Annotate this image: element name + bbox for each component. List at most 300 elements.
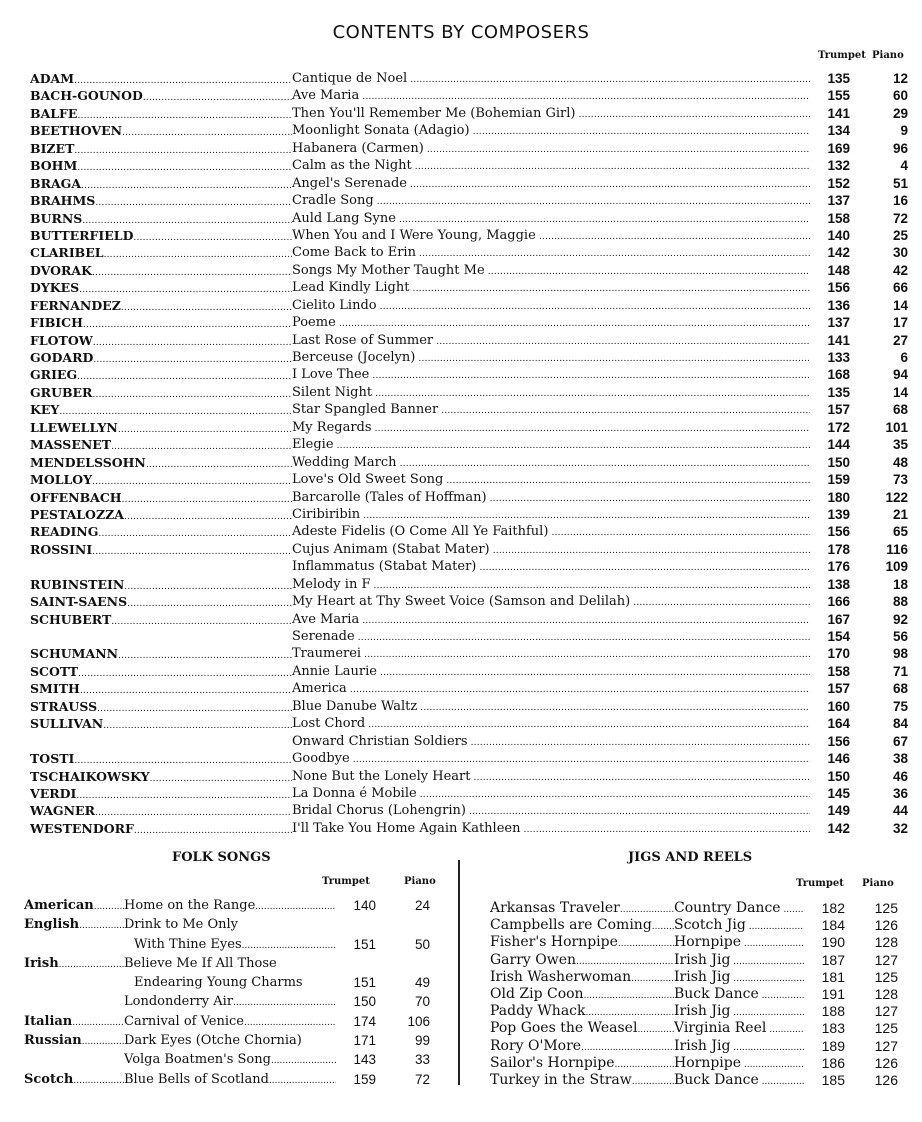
song-title: Onward Christian Soldiers ..... (292, 733, 810, 752)
composer-name: DYKES ..... (30, 279, 292, 299)
trumpet-page: 158 (827, 663, 850, 679)
jigs-and-reels-title: JIGS AND REELS (628, 850, 753, 865)
jig-type: Virginia Reel ..... (674, 1020, 804, 1039)
trumpet-page: 145 (827, 785, 850, 801)
folk-song-row (24, 973, 444, 992)
trumpet-column-header: Trumpet (818, 50, 866, 61)
jig-trumpet-page: 190 (821, 934, 845, 951)
piano-page: 21 (892, 506, 908, 522)
song-title: Adeste Fidelis (O Come All Ye Faithful) ..... (292, 523, 810, 542)
trumpet-page: 137 (827, 193, 850, 209)
table-row (30, 436, 910, 453)
table-row (30, 489, 910, 506)
jig-title: Paddy Whack ..... (490, 1003, 674, 1022)
song-title: Songs My Mother Taught Me ..... (292, 262, 810, 281)
table-row (30, 471, 910, 488)
trumpet-page: 170 (827, 646, 850, 662)
jig-title: Irish Washerwoman ..... (490, 969, 674, 988)
trumpet-page: 156 (827, 280, 850, 296)
piano-page: 38 (892, 751, 908, 767)
jigs-and-reels-section (490, 850, 910, 1090)
composer-name: GODARD ..... (30, 349, 292, 369)
table-row (30, 262, 910, 279)
table-row (30, 680, 910, 697)
jig-title: Pop Goes the Weasel ..... (490, 1020, 674, 1039)
composer-name: STRAUSS ..... (30, 698, 292, 718)
folk-origin: Scotch ..... (24, 1070, 124, 1091)
jig-row (490, 1072, 910, 1089)
folk-origin: English ..... (24, 915, 124, 936)
trumpet-page: 141 (827, 332, 850, 348)
piano-page: 46 (892, 768, 908, 784)
piano-page: 16 (892, 193, 908, 209)
song-title: Blue Danube Waltz ..... (292, 698, 810, 717)
table-row (30, 750, 910, 767)
composer-name: FERNANDEZ ..... (30, 297, 292, 317)
trumpet-page: 150 (827, 768, 850, 784)
composer-name: ROSSINI ..... (30, 541, 292, 561)
folk-piano-page: 99 (414, 1033, 430, 1049)
table-row (30, 122, 910, 139)
folk-trumpet-page: 159 (353, 1071, 376, 1087)
table-row (30, 785, 910, 802)
trumpet-page: 155 (827, 88, 850, 104)
table-row (30, 506, 910, 523)
piano-page: 14 (892, 297, 908, 313)
song-title: Cantique de Noel ..... (292, 70, 810, 89)
folk-song-row (24, 1031, 444, 1050)
table-row (30, 454, 910, 471)
composer-name: RUBINSTEIN ..... (30, 576, 292, 596)
piano-page: 72 (892, 210, 908, 226)
composer-name: MOLLOY ..... (30, 471, 292, 491)
song-title: Inflammatus (Stabat Mater) ..... (292, 558, 810, 577)
piano-page: 36 (892, 785, 908, 801)
composer-name: BUTTERFIELD ..... (30, 227, 292, 247)
folk-piano-page: 70 (414, 994, 430, 1010)
trumpet-page: 132 (827, 158, 850, 174)
table-row (30, 820, 910, 837)
jig-type: Irish Jig ..... (674, 1003, 804, 1022)
song-title: I'll Take You Home Again Kathleen ..... (292, 820, 810, 839)
song-title: Love's Old Sweet Song ..... (292, 471, 810, 490)
jig-row (490, 900, 910, 917)
composer-name: BIZET ..... (30, 140, 292, 160)
trumpet-page: 168 (827, 367, 850, 383)
song-title: Elegie ..... (292, 436, 810, 455)
folk-trumpet-page: 151 (353, 936, 376, 952)
piano-page: 42 (892, 262, 908, 278)
trumpet-page: 142 (827, 245, 850, 261)
jig-piano-page: 125 (874, 1020, 898, 1037)
composer-name: SCHUBERT ..... (30, 611, 292, 631)
composer-name: SCOTT ..... (30, 663, 292, 683)
song-title: Last Rose of Summer ..... (292, 332, 810, 351)
composer-name: BOHM ..... (30, 157, 292, 177)
composer-name: WESTENDORF ..... (30, 820, 292, 840)
song-title: Ciribiribin ..... (292, 506, 810, 525)
piano-page: 65 (892, 524, 908, 540)
jigs-piano-header: Piano (862, 878, 894, 889)
folk-song-title: Londonderry Air ..... (124, 992, 336, 1013)
trumpet-page: 158 (827, 210, 850, 226)
folk-piano-page: 24 (414, 898, 430, 913)
jigs-and-reels-list (490, 900, 910, 1089)
folk-trumpet-page: 171 (353, 1033, 376, 1049)
table-row (30, 802, 910, 819)
piano-column-header: Piano (872, 50, 904, 61)
folk-trumpet-page: 151 (353, 975, 376, 991)
jig-row (490, 917, 910, 934)
trumpet-page: 137 (827, 315, 850, 331)
piano-page: 56 (892, 629, 908, 644)
trumpet-page: 135 (827, 384, 850, 400)
piano-page: 88 (892, 594, 908, 610)
piano-page: 116 (886, 541, 908, 557)
jig-piano-page: 127 (874, 1003, 898, 1020)
jig-piano-page: 127 (874, 951, 898, 968)
table-row (30, 279, 910, 296)
trumpet-page: 146 (827, 751, 850, 767)
piano-page: 75 (892, 698, 908, 714)
folk-piano-page: 49 (414, 975, 430, 991)
trumpet-page: 152 (827, 175, 850, 191)
jig-trumpet-page: 181 (821, 968, 845, 985)
song-title: America ..... (292, 680, 810, 699)
jig-type: Irish Jig ..... (674, 952, 804, 971)
song-title: None But the Lonely Heart ..... (292, 768, 810, 787)
piano-page: 73 (892, 472, 908, 488)
table-row (30, 768, 910, 785)
song-title: La Donna é Mobile ..... (292, 785, 810, 804)
composer-name: VERDI ..... (30, 785, 292, 805)
piano-page: 17 (892, 315, 908, 331)
trumpet-page: 172 (827, 419, 850, 435)
composer-name: BEETHOVEN ..... (30, 122, 292, 142)
jig-piano-page: 126 (874, 1054, 898, 1071)
song-title: Cielito Lindo ..... (292, 297, 810, 316)
table-row (30, 244, 910, 261)
trumpet-page: 141 (827, 105, 850, 121)
table-row (30, 576, 910, 593)
song-title: Cradle Song ..... (292, 192, 810, 211)
composer-name: PESTALOZZA ..... (30, 506, 292, 526)
folk-song-row (24, 954, 444, 973)
folk-piano-page: 72 (414, 1071, 430, 1087)
jig-row (490, 969, 910, 986)
jig-type: Buck Dance ..... (674, 1072, 804, 1091)
folk-song-title: Dark Eyes (Otche Chornia) (124, 1033, 302, 1049)
trumpet-page: 167 (827, 611, 850, 627)
table-row (30, 297, 910, 314)
table-row (30, 698, 910, 715)
trumpet-page: 178 (827, 541, 850, 557)
piano-page: 96 (892, 140, 908, 156)
jig-trumpet-page: 183 (821, 1020, 845, 1037)
jig-row (490, 934, 910, 951)
folk-piano-page: 106 (407, 1013, 430, 1029)
table-row (30, 366, 910, 383)
trumpet-page: 144 (827, 437, 850, 453)
folk-origin: Italian ..... (24, 1012, 124, 1033)
folk-song-row (24, 896, 444, 915)
jig-row (490, 1038, 910, 1055)
table-row (30, 157, 910, 174)
folk-song-title: Home on the Range ..... (124, 896, 336, 917)
song-title: Calm as the Night ..... (292, 157, 810, 176)
jig-row (490, 1055, 910, 1072)
composer-name: BRAHMS ..... (30, 192, 292, 212)
folk-songs-list (24, 896, 444, 1089)
composer-name: READING ..... (30, 523, 292, 543)
composer-name: CLARIBEL ..... (30, 244, 292, 264)
jig-trumpet-page: 185 (821, 1071, 845, 1088)
jig-trumpet-page: 186 (821, 1054, 845, 1071)
table-row (30, 227, 910, 244)
jig-title: Arkansas Traveler ..... (490, 900, 674, 919)
piano-page: 84 (892, 716, 908, 732)
piano-page: 71 (892, 663, 908, 679)
jig-title: Garry Owen ..... (490, 952, 674, 971)
folk-song-row (24, 992, 444, 1011)
song-title: Star Spangled Banner ..... (292, 401, 810, 420)
composer-name: TSCHAIKOWSKY ..... (30, 768, 292, 788)
folk-song-row (24, 1050, 444, 1069)
piano-page: 30 (892, 245, 908, 261)
trumpet-page: 159 (827, 472, 850, 488)
table-row (30, 733, 910, 750)
trumpet-page: 157 (827, 402, 850, 418)
composer-name: BRAGA ..... (30, 175, 292, 195)
folk-trumpet-page: 150 (353, 994, 376, 1010)
table-row (30, 140, 910, 157)
jig-type: Irish Jig ..... (674, 969, 804, 988)
folk-song-title: Drink to Me Only (124, 917, 239, 933)
folk-trumpet-page: 174 (353, 1013, 376, 1029)
piano-page: 68 (892, 681, 908, 697)
table-row (30, 523, 910, 540)
jig-piano-page: 125 (874, 900, 898, 916)
composer-name: MASSENET ..... (30, 436, 292, 456)
table-row (30, 593, 910, 610)
song-title: Ave Maria ..... (292, 87, 810, 106)
piano-page: 92 (892, 611, 908, 627)
composer-name: BACH-GOUNOD ..... (30, 87, 292, 107)
song-title: My Heart at Thy Sweet Voice (Samson and Delilah) ..... (292, 593, 810, 612)
table-row (30, 105, 910, 122)
table-row (30, 210, 910, 227)
piano-page: 27 (892, 332, 908, 348)
song-title: Bridal Chorus (Lohengrin) ..... (292, 802, 810, 821)
song-title: Auld Lang Syne ..... (292, 210, 810, 229)
song-title: Ave Maria ..... (292, 611, 810, 630)
composer-name: MENDELSSOHN ..... (30, 454, 292, 474)
song-title: Angel's Serenade ..... (292, 175, 810, 194)
composer-name: SAINT-SAENS ..... (30, 593, 292, 613)
jig-trumpet-page: 189 (821, 1037, 845, 1054)
trumpet-page: 134 (827, 123, 850, 139)
composer-name: SCHUMANN ..... (30, 645, 292, 665)
table-row (30, 175, 910, 192)
jig-type: Country Dance ..... (674, 900, 804, 919)
table-row (30, 611, 910, 628)
table-row (30, 663, 910, 680)
table-row (30, 349, 910, 366)
song-title: Wedding March ..... (292, 454, 810, 473)
piano-page: 109 (885, 559, 908, 575)
composer-name: WAGNER ..... (30, 802, 292, 822)
song-title: Traumerei ..... (292, 645, 810, 664)
song-title: Lead Kindly Light ..... (292, 279, 810, 298)
trumpet-page: 138 (827, 576, 850, 592)
piano-page: 4 (900, 158, 908, 174)
jig-title: Turkey in the Straw ..... (490, 1072, 674, 1091)
trumpet-page: 156 (827, 524, 850, 540)
song-title: Poeme ..... (292, 314, 810, 333)
folk-song-title: Believe Me If All Those (124, 955, 277, 971)
trumpet-page: 149 (827, 803, 850, 819)
song-title: Goodbye ..... (292, 750, 810, 769)
piano-page: 35 (892, 437, 908, 453)
song-title: Moonlight Sonata (Adagio) ..... (292, 122, 810, 141)
folk-song-row (24, 1070, 444, 1089)
table-row (30, 419, 910, 436)
jigs-trumpet-header: Trumpet (796, 878, 844, 889)
piano-page: 60 (892, 88, 908, 104)
song-title: Lost Chord ..... (292, 715, 810, 734)
song-title: Annie Laurie ..... (292, 663, 810, 682)
composer-name: FIBICH ..... (30, 314, 292, 334)
song-title: Then You'll Remember Me (Bohemian Girl) ..... (292, 105, 810, 124)
folk-song-row (24, 1012, 444, 1031)
trumpet-page: 136 (827, 297, 850, 313)
piano-page: 98 (892, 646, 908, 662)
jig-piano-page: 127 (874, 1037, 898, 1054)
song-title: Berceuse (Jocelyn) ..... (292, 349, 810, 368)
table-row (30, 314, 910, 331)
folk-piano-page: 50 (414, 936, 430, 952)
folk-song-title: Volga Boatmen's Song ..... (124, 1050, 336, 1071)
jig-type: Buck Dance ..... (674, 986, 804, 1005)
trumpet-page: 140 (827, 227, 850, 243)
trumpet-page: 135 (827, 71, 850, 86)
jig-piano-page: 125 (874, 968, 898, 985)
piano-page: 48 (892, 454, 908, 470)
composer-name: ADAM ..... (30, 70, 292, 90)
page-title: CONTENTS BY COMPOSERS (332, 22, 590, 43)
folk-song-title: Carnival of Venice ..... (124, 1012, 336, 1033)
jig-row (490, 986, 910, 1003)
trumpet-page: 150 (827, 454, 850, 470)
composer-name: GRUBER ..... (30, 384, 292, 404)
jig-title: Rory O'More ..... (490, 1038, 674, 1057)
song-title: Habanera (Carmen) ..... (292, 140, 810, 159)
trumpet-page: 154 (827, 629, 850, 644)
piano-page: 29 (892, 105, 908, 121)
composer-name: DVORAK ..... (30, 262, 292, 282)
composer-name: KEY ..... (30, 401, 292, 421)
composer-name: BALFE ..... (30, 105, 292, 125)
piano-page: 18 (892, 576, 908, 592)
folk-song-title: Blue Bells of Scotland ..... (124, 1070, 336, 1091)
piano-page: 44 (892, 803, 908, 819)
jig-trumpet-page: 188 (821, 1003, 845, 1020)
jig-row (490, 1003, 910, 1020)
piano-page: 25 (892, 227, 908, 243)
table-row (30, 401, 910, 418)
table-row (30, 192, 910, 209)
trumpet-page: 148 (827, 262, 850, 278)
jig-row (490, 952, 910, 969)
folk-song-title: Endearing Young Charms (134, 975, 303, 991)
jig-trumpet-page: 184 (821, 917, 845, 934)
jig-title: Sailor's Hornpipe ..... (490, 1055, 674, 1074)
jig-piano-page: 126 (874, 1071, 898, 1088)
folk-song-row (24, 935, 444, 954)
piano-page: 68 (892, 402, 908, 418)
jig-trumpet-page: 182 (821, 900, 845, 916)
jig-title: Old Zip Coon ..... (490, 986, 674, 1005)
composer-name: OFFENBACH ..... (30, 489, 292, 509)
piano-page: 51 (892, 175, 908, 191)
table-row (30, 541, 910, 558)
trumpet-page: 133 (827, 350, 850, 365)
composer-name: SULLIVAN ..... (30, 715, 292, 735)
folk-song-row (24, 915, 444, 934)
trumpet-page: 180 (827, 489, 850, 505)
folk-origin: American ..... (24, 896, 124, 917)
folk-trumpet-header: Trumpet (322, 876, 370, 887)
jig-title: Campbells are Coming ..... (490, 917, 674, 936)
trumpet-page: 160 (827, 698, 850, 714)
jig-piano-page: 128 (874, 934, 898, 951)
piano-page: 67 (892, 733, 908, 749)
composer-name: SMITH ..... (30, 680, 292, 700)
table-row (30, 715, 910, 732)
jig-type: Scotch Jig ..... (674, 917, 804, 936)
jig-piano-page: 126 (874, 917, 898, 934)
piano-page: 101 (885, 419, 908, 435)
piano-page: 9 (900, 123, 908, 139)
song-title: Barcarolle (Tales of Hoffman) ..... (292, 489, 810, 508)
folk-trumpet-page: 140 (353, 898, 376, 913)
composer-table (30, 70, 910, 837)
piano-page: 14 (892, 384, 908, 400)
trumpet-page: 139 (827, 506, 850, 522)
folk-piano-header: Piano (404, 876, 436, 887)
trumpet-page: 156 (827, 733, 850, 749)
folk-origin: Russian ..... (24, 1031, 124, 1052)
folk-songs-title: FOLK SONGS (172, 850, 271, 865)
table-row (30, 645, 910, 662)
folk-origin: Irish ..... (24, 954, 124, 975)
piano-page: 32 (892, 820, 908, 836)
song-title: Cujus Animam (Stabat Mater) ..... (292, 541, 810, 560)
piano-page: 122 (885, 489, 908, 505)
song-title: I Love Thee ..... (292, 366, 810, 385)
piano-page: 66 (892, 280, 908, 296)
folk-trumpet-page: 143 (353, 1052, 376, 1068)
song-title: Silent Night ..... (292, 384, 810, 403)
piano-page: 6 (900, 350, 908, 365)
composer-name: TOSTI ..... (30, 750, 292, 770)
table-row (30, 70, 910, 87)
piano-page: 94 (892, 367, 908, 383)
jig-piano-page: 128 (874, 985, 898, 1002)
folk-song-title: With Thine Eyes ..... (124, 935, 336, 956)
jig-trumpet-page: 191 (821, 985, 845, 1002)
folk-piano-page: 33 (414, 1052, 430, 1068)
